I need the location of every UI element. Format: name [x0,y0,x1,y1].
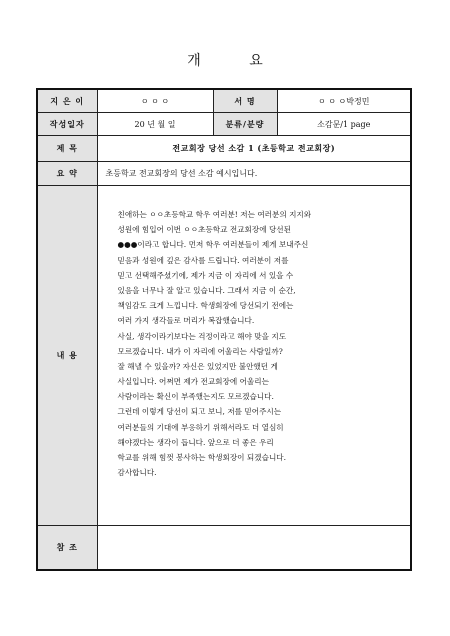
reference-value [97,526,411,570]
body-line: ●●●이라고 합니다. 먼저 학우 여러분들이 제게 보내주신 [117,240,309,250]
content-label: 내 용 [37,186,97,526]
body-line: 그런데 이렇게 당선이 되고 보니, 저를 믿어주시는 [117,407,282,417]
body-line: 책임감도 크게 느낍니다. 학생회장에 당선되기 전에는 [117,301,294,311]
body-line: 사실입니다. 어쩌면 제가 전교회장에 어울리는 [117,377,269,387]
author-row [37,89,411,113]
reference-row [37,526,411,570]
document-title: 개 요 [187,53,285,69]
date-value: 20 년 월 일 [97,113,213,136]
body-line: 잘 해낼 수 있을까? 자신은 있었지만 불안했던 게 [117,361,278,371]
body-line: 믿고 선택해주셨기에, 제가 지금 이 자리에 서 있을 수 [117,270,294,280]
author-label: 지 은 이 [37,89,97,113]
content-row [37,186,411,526]
body-line: 있음을 너무나 잘 알고 있습니다. 그래서 지금 이 순간, [117,285,296,295]
subject-row [37,136,411,162]
author-value: ㅇ ㅇ ㅇ [97,89,213,113]
signature-label: 서 명 [213,89,277,113]
category-label: 분류/분량 [213,113,277,136]
subject-value: 전교회장 당선 소감 1 (초등학교 전교회장) [97,136,411,162]
summary-row [37,162,411,186]
category-value: 소감문/1 page [277,113,411,136]
body-line: 감사합니다. [117,468,157,478]
body-line: 해야겠다는 생각이 듭니다. 앞으로 더 좋은 우리 [117,437,274,447]
subject-label: 제 목 [37,136,97,162]
reference-label: 참 조 [37,526,97,570]
summary-value: 초등학교 전교회장의 당선 소감 예시입니다. [97,162,411,186]
body-line: 학교를 위해 힘껏 봉사하는 학생회장이 되겠습니다. [117,453,287,462]
date-row [37,113,411,136]
body-line: 여러 가지 생각들로 머리가 복잡했습니다. [117,316,255,326]
date-label: 작성일자 [37,113,97,136]
body-line: 모르겠습니다. 내가 이 자리에 어울리는 사람일까? [117,346,283,356]
body-line: 친애하는 ㅇㅇ초등학교 학우 여러분! 저는 여러분의 지지와 [117,210,312,219]
body-line: 믿음과 성원에 깊은 감사를 드립니다. 여러분이 저를 [117,255,289,265]
summary-form-table [36,88,412,571]
body-text [118,207,411,480]
content-cell [97,186,411,526]
body-line: 성원에 힘입어 이번 ㅇㅇ초등학교 전교회장에 당선된 [117,225,291,235]
signature-value: ㅇ ㅇ ㅇ박정민 [277,89,411,113]
body-line: 여러분들의 기대에 부응하기 위해서라도 더 열심히 [117,422,284,432]
body-line: 사실, 생각이라기보다는 걱정이라고 해야 맞을 지도 [117,331,287,341]
body-line: 사람이라는 확신이 부족했는지도 모르겠습니다. [117,392,274,402]
summary-label: 요 약 [37,162,97,186]
